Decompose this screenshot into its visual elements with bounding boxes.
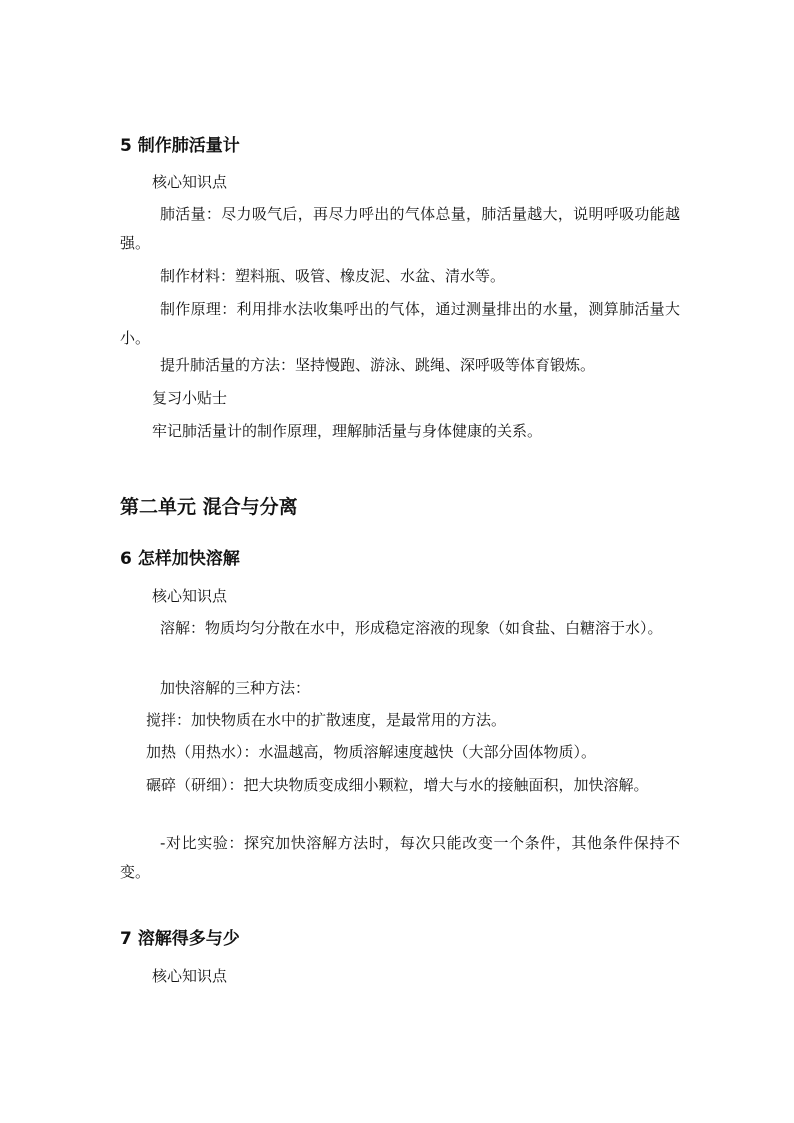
unit-2-heading: 第二单元 混合与分离 bbox=[120, 496, 298, 518]
core-knowledge-label: 核心知识点 bbox=[152, 173, 228, 191]
improvement-methods-paragraph: 提升肺活量的方法：坚持慢跑、游泳、跳绳、深呼吸等体育锻炼。 bbox=[160, 356, 596, 374]
review-tips-text: 牢记肺活量计的制作原理，理解肺活量与身体健康的关系。 bbox=[152, 422, 543, 440]
core-knowledge-label: 核心知识点 bbox=[152, 967, 228, 985]
dissolution-definition: 溶解：物质均匀分散在水中，形成稳定溶液的现象（如食盐、白糖溶于水）。 bbox=[160, 619, 663, 637]
principle-paragraph: 制作原理：利用排水法收集呼出的气体，通过测量排出的水量，测算肺活量大小。 bbox=[120, 300, 680, 347]
section-7-heading: 7 溶解得多与少 bbox=[120, 929, 240, 949]
lung-capacity-definition: 肺活量：尽力吸气后，再尽力呼出的气体总量，肺活量越大，说明呼吸功能越强。 bbox=[120, 205, 680, 252]
method-crushing: 碾碎（研细）：把大块物质变成细小颗粒，增大与水的接触面积，加快溶解。 bbox=[146, 776, 649, 794]
core-knowledge-label: 核心知识点 bbox=[152, 587, 228, 605]
controlled-experiment-note: -对比实验：探究加快溶解方法时，每次只能改变一个条件，其他条件保持不变。 bbox=[120, 834, 680, 881]
materials-paragraph: 制作材料：塑料瓶、吸管、橡皮泥、水盆、清水等。 bbox=[160, 267, 506, 285]
method-heating: 加热（用热水）：水温越高，物质溶解速度越快（大部分固体物质）。 bbox=[146, 743, 597, 761]
method-stirring: 搅拌：加快物质在水中的扩散速度，是最常用的方法。 bbox=[146, 711, 507, 729]
section-5-heading: 5 制作肺活量计 bbox=[120, 136, 240, 156]
section-6-heading: 6 怎样加快溶解 bbox=[120, 549, 240, 569]
three-methods-intro: 加快溶解的三种方法： bbox=[160, 679, 311, 697]
review-tips-label: 复习小贴士 bbox=[152, 389, 228, 407]
